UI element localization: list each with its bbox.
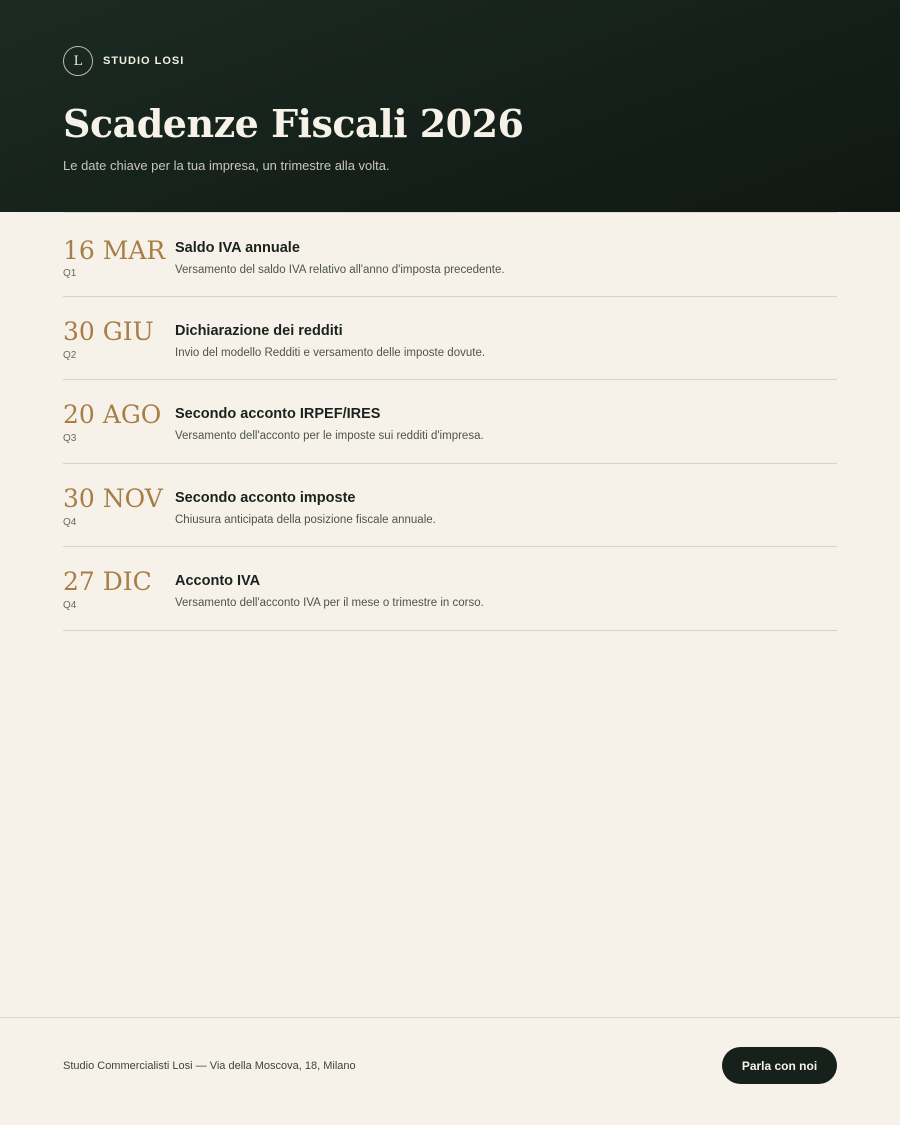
page-title: Scadenze Fiscali 2026 [63,101,524,146]
deadline-quarter: Q2 [63,349,77,361]
deadline-row [63,547,837,631]
footer-address: Studio Commercialisti Losi — Via della Moscova, 18, Milano [63,1060,356,1072]
deadline-row [63,297,837,381]
deadline-date: 16 MAR [63,236,166,265]
deadline-quarter: Q4 [63,600,77,611]
contact-button[interactable]: Parla con noi [722,1047,837,1084]
hero-header [0,0,900,212]
deadline-date: 30 NOV [63,483,163,513]
deadline-row [63,380,837,464]
deadline-list [63,212,837,631]
deadline-title: Dichiarazione dei redditi [175,322,343,339]
brand-name: STUDIO LOSI [103,55,185,67]
deadline-quarter: Q4 [63,516,77,528]
page-subtitle: Le date chiave per la tua impresa, un trimestre alla volta. [63,158,390,173]
footer [0,1017,900,1125]
deadline-date: 20 AGO [63,400,162,429]
deadline-description: Chiusura anticipata della posizione fiscale annuale. [175,513,436,526]
brand-logo-icon: L [63,46,93,76]
deadline-title: Secondo acconto IRPEF/IRES [175,406,381,422]
deadline-description: Versamento dell'acconto IVA per il mese o trimestre in corso. [175,597,484,609]
deadline-description: Versamento del saldo IVA relativo all'anno d'imposta precedente. [175,264,505,276]
deadline-title: Acconto IVA [175,573,261,589]
deadline-title: Secondo acconto imposte [175,489,356,506]
deadline-description: Invio del modello Redditi e versamento delle imposte dovute. [175,346,486,359]
deadline-description: Versamento dell'acconto per le imposte sui redditi d'impresa. [175,430,484,442]
deadline-date: 27 DIC [63,567,152,596]
brand[interactable] [63,46,184,76]
deadline-row [63,213,837,297]
deadline-title: Saldo IVA annuale [175,240,300,256]
deadline-quarter: Q1 [63,268,77,279]
deadline-date: 30 GIU [63,316,154,346]
deadline-row [63,464,837,548]
deadline-quarter: Q3 [63,433,77,444]
